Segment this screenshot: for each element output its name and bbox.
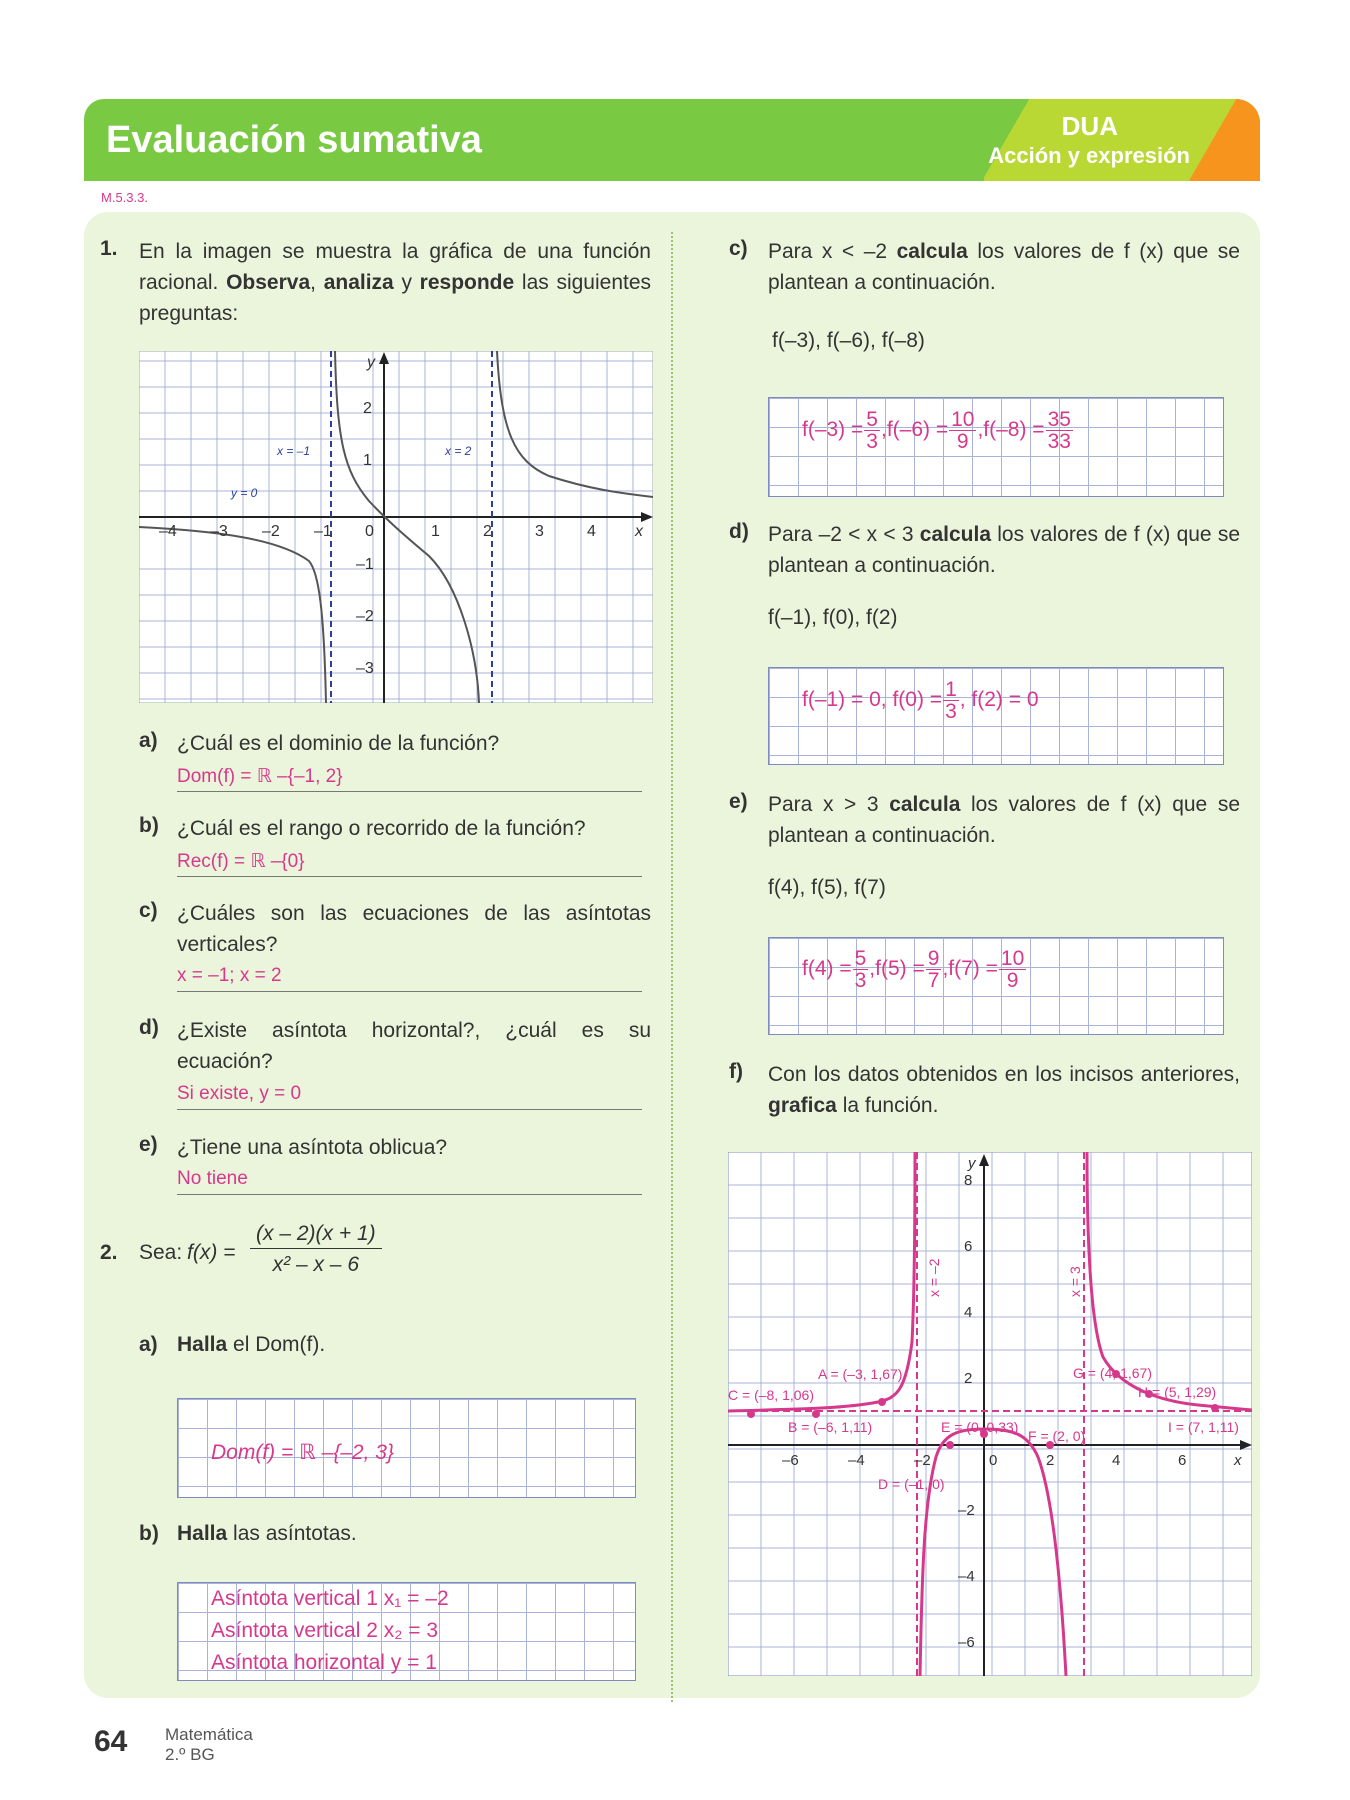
q2a-answer: Dom(f) = ℝ –{–2, 3} bbox=[211, 1441, 394, 1464]
q1d-letter: d) bbox=[139, 1016, 159, 1039]
q2a-prompt: Halla el Dom(f). bbox=[177, 1333, 326, 1356]
q1e-question: ¿Tiene una asíntota oblicua? bbox=[177, 1136, 448, 1159]
point-C bbox=[747, 1410, 755, 1418]
q1e-letter: e) bbox=[139, 1133, 158, 1156]
x-tick: –6 bbox=[782, 1452, 799, 1469]
asymptote-x-3-label: x = 3 bbox=[1067, 1266, 1083, 1297]
skill-code: M.5.3.3. bbox=[101, 190, 148, 205]
x-tick: 2 bbox=[483, 523, 492, 540]
x-tick: –4 bbox=[159, 523, 177, 540]
point-D bbox=[946, 1441, 954, 1449]
column-divider bbox=[671, 232, 673, 1702]
asymptote-left-label: x = –1 bbox=[277, 444, 311, 458]
point-B bbox=[812, 1410, 820, 1418]
q2b-answer-1: Asíntota vertical 1 x₁ = –2 bbox=[211, 1587, 449, 1610]
subject-name: Matemática bbox=[165, 1725, 253, 1744]
y-axis-label: y bbox=[968, 1155, 976, 1172]
x-tick: 6 bbox=[1178, 1452, 1187, 1469]
q1e-answer: No tiene bbox=[177, 1168, 642, 1195]
point-I bbox=[1211, 1404, 1219, 1412]
y-tick: 4 bbox=[964, 1304, 973, 1321]
dua-banner bbox=[984, 99, 1260, 181]
q2b-letter: b) bbox=[139, 1522, 159, 1545]
x-tick: 4 bbox=[1112, 1452, 1121, 1469]
y-axis-label: y bbox=[367, 354, 375, 371]
y-tick: –2 bbox=[356, 608, 374, 625]
q2-fraction bbox=[250, 1222, 382, 1277]
point-F-label: F = (2, 0) bbox=[1028, 1428, 1086, 1444]
q2b-prompt: Halla las asíntotas. bbox=[177, 1522, 357, 1545]
y-tick: –1 bbox=[356, 556, 374, 573]
subject-level: 2.º BG bbox=[165, 1745, 215, 1764]
x-tick: –1 bbox=[314, 523, 332, 540]
q2-numerator: (x – 2)(x + 1) bbox=[250, 1222, 382, 1249]
page-number: 64 bbox=[94, 1725, 128, 1758]
y-tick: –6 bbox=[958, 1634, 975, 1651]
y-tick: 8 bbox=[964, 1172, 973, 1189]
graph-2 bbox=[728, 1152, 1252, 1682]
y-tick: 6 bbox=[964, 1238, 973, 1255]
q2-number: 2. bbox=[100, 1241, 118, 1264]
x-tick: –2 bbox=[914, 1452, 931, 1469]
x-tick: –4 bbox=[848, 1452, 865, 1469]
point-E-label: E = (0, 0,33) bbox=[941, 1419, 1019, 1435]
q2d-prompt: Para –2 < x < 3 calcula los valores de f (x) que se plantean a continuación. bbox=[768, 523, 1241, 577]
point-I-label: I = (7, 1,11) bbox=[1168, 1419, 1239, 1435]
asymptote-x-neg2-label: x = –2 bbox=[926, 1258, 942, 1297]
x-tick: 0 bbox=[989, 1452, 998, 1469]
q2e-answer: f(4) = $\frac{5}{3}$ , f(5) = $\frac{9}{7}$ , f(7) = $\frac{10}{9}$ bbox=[802, 946, 1025, 992]
q2c-letter: c) bbox=[729, 237, 748, 260]
asymptote-right-label: x = 2 bbox=[445, 444, 472, 458]
x-axis-label: x bbox=[1234, 1452, 1242, 1469]
x-tick: 3 bbox=[535, 523, 544, 540]
y-tick: 2 bbox=[363, 400, 372, 417]
q2e-prompt: Para x > 3 calcula los valores de f (x) que se plantean a continuación. bbox=[768, 793, 1241, 847]
q1b-question: ¿Cuál es el rango o recorrido de la función? bbox=[177, 817, 586, 840]
q2e-letter: e) bbox=[729, 790, 748, 813]
y-tick: 2 bbox=[964, 1370, 973, 1387]
q1-number: 1. bbox=[100, 237, 118, 260]
q1d-answer: Si existe, y = 0 bbox=[177, 1083, 642, 1110]
dua-subtitle: Acción y expresión bbox=[988, 143, 1190, 168]
q1c-answer: x = –1; x = 2 bbox=[177, 965, 642, 992]
y-tick: 1 bbox=[363, 452, 372, 469]
footer-subject bbox=[165, 1725, 253, 1765]
q2a-letter: a) bbox=[139, 1333, 158, 1356]
x-tick: –3 bbox=[210, 523, 228, 540]
y-tick: –4 bbox=[958, 1568, 975, 1585]
point-G-label: G = (4, 1,67) bbox=[1073, 1365, 1152, 1381]
dua-title: DUA bbox=[1061, 111, 1118, 141]
q2e-values: f(4), f(5), f(7) bbox=[768, 876, 886, 899]
q1a-letter: a) bbox=[139, 729, 158, 752]
q2f-letter: f) bbox=[729, 1060, 743, 1083]
x-axis-label: x bbox=[635, 523, 643, 540]
q2-denominator: x² – x – 6 bbox=[272, 1253, 359, 1276]
horizontal-asymptote-label: y = 0 bbox=[231, 486, 258, 500]
q2d-letter: d) bbox=[729, 520, 749, 543]
q2c-answer: f(–3) = $\frac{5}{3}$ , f(–6) = $\frac{10}{9}$ , f(–8) = $\frac{35}{33}$ bbox=[802, 407, 1071, 453]
section-title: Evaluación sumativa bbox=[106, 119, 482, 161]
graph-1 bbox=[139, 351, 653, 709]
q1b-letter: b) bbox=[139, 814, 159, 837]
x-tick: 2 bbox=[1046, 1452, 1055, 1469]
x-tick: 0 bbox=[365, 523, 374, 540]
section-header bbox=[84, 99, 1260, 181]
q2c-values: f(–3), f(–6), f(–8) bbox=[772, 329, 925, 352]
q1c-question: ¿Cuáles son las ecuaciones de las asíntotas verticales? bbox=[177, 902, 651, 956]
point-A bbox=[878, 1398, 886, 1406]
x-tick: –2 bbox=[262, 523, 280, 540]
q1d-question: ¿Existe asíntota horizontal?, ¿cuál es su ecuación? bbox=[177, 1019, 651, 1073]
q2f-prompt: Con los datos obtenidos en los incisos anteriores, grafica la función. bbox=[768, 1063, 1240, 1117]
q2c-prompt: Para x < –2 calcula los valores de f (x) que se plantean a continuación. bbox=[768, 240, 1240, 294]
q2b-answer-2: Asíntota vertical 2 x₂ = 3 bbox=[211, 1619, 439, 1642]
point-H-label: H = (5, 1,29) bbox=[1138, 1384, 1217, 1400]
y-tick: –3 bbox=[356, 660, 374, 677]
point-C-label: C = (–8, 1,06) bbox=[728, 1387, 814, 1403]
q2d-values: f(–1), f(0), f(2) bbox=[768, 606, 898, 629]
point-B-label: B = (–6, 1,11) bbox=[788, 1419, 873, 1435]
y-tick: –2 bbox=[958, 1502, 975, 1519]
q1b-answer: Rec(f) = ℝ –{0} bbox=[177, 850, 642, 877]
q2d-answer: f(–1) = 0, f(0) = $\frac{1}{3}$ , f(2) = 0 bbox=[802, 677, 1039, 723]
q1a-answer: Dom(f) = ℝ –{–1, 2} bbox=[177, 765, 642, 792]
x-tick: 4 bbox=[587, 523, 596, 540]
x-tick: 1 bbox=[431, 523, 440, 540]
q1a-question: ¿Cuál es el dominio de la función? bbox=[177, 732, 500, 755]
q1c-letter: c) bbox=[139, 899, 158, 922]
q2-function-lhs: f(x) = bbox=[187, 1241, 236, 1264]
q1-intro: En la imagen se muestra la gráfica de una función racional. Observa, analiza y responde las siguientes preguntas: bbox=[139, 240, 652, 325]
point-D-label: D = (–1, 0) bbox=[878, 1476, 945, 1492]
q2-sea: Sea: bbox=[139, 1241, 183, 1264]
point-A-label: A = (–3, 1,67) bbox=[818, 1366, 903, 1382]
q2b-answer-3: Asíntota horizontal y = 1 bbox=[211, 1651, 437, 1674]
